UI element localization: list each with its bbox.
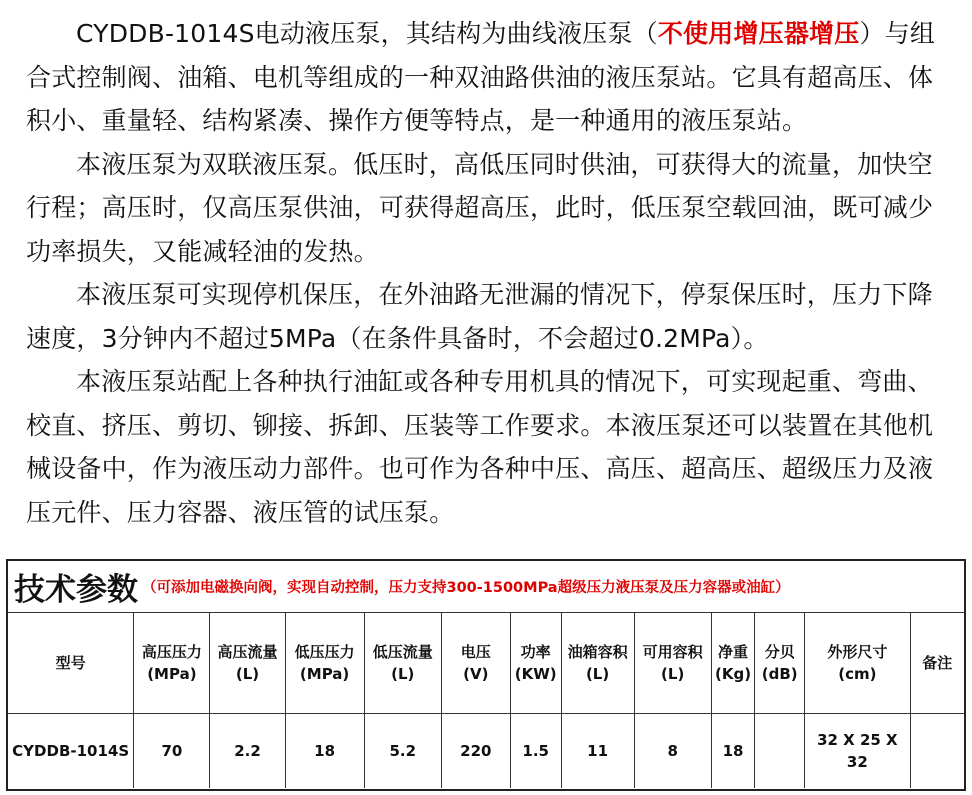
spec-table-panel xyxy=(6,559,966,791)
header-cell-voltage: 电压 (V) xyxy=(441,613,510,714)
cell-tank-volume: 11 xyxy=(561,714,634,789)
table-row xyxy=(8,714,964,789)
header-cell-low-flow: 低压流量 (L) xyxy=(364,613,441,714)
highlight-text: 不使用增压器增压 xyxy=(657,19,860,48)
cell-decibel xyxy=(755,714,805,789)
spec-title: 技术参数 xyxy=(14,572,138,608)
spec-header-row xyxy=(8,613,964,714)
header-cell-power: 功率 (KW) xyxy=(510,613,561,714)
description-paragraph-3: 本液压泵可实现停机保压，在外油路无泄漏的情况下，停泵保压时，压力下降速度，3分钟内不超过5MPa（在条件具备时，不会超过0.2MPa）。 xyxy=(26,280,933,353)
header-cell-high-flow: 高压流量 (L) xyxy=(210,613,285,714)
description-paragraph-1 xyxy=(26,12,952,143)
description-text-a: CYDDB-1014S电动液压泵，其结构为曲线液压泵（ xyxy=(76,19,658,48)
cell-power: 1.5 xyxy=(510,714,561,789)
header-cell-high-pressure: 高压压力 (MPa) xyxy=(134,613,210,714)
cell-remarks xyxy=(910,714,964,789)
spec-note: （可添加电磁换向阀，实现自动控制，压力支持300-1500MPa超级压力液压泵及压力容器或油缸） xyxy=(142,580,790,596)
cell-high-pressure: 70 xyxy=(134,714,210,789)
spec-table xyxy=(8,613,964,788)
header-cell-model: 型号 xyxy=(8,613,134,714)
header-cell-remarks: 备注 xyxy=(910,613,964,714)
cell-low-flow: 5.2 xyxy=(364,714,441,789)
cell-voltage: 220 xyxy=(441,714,510,789)
cell-model: CYDDB-1014S xyxy=(8,714,134,789)
header-cell-decibel: 分贝 (dB) xyxy=(755,613,805,714)
cell-low-pressure: 18 xyxy=(285,714,364,789)
product-description xyxy=(26,12,952,534)
header-cell-tank-volume: 油箱容积 (L) xyxy=(561,613,634,714)
cell-dimensions: 32 X 25 X 32 xyxy=(805,714,911,789)
description-text-b: ）与组合式控制阀、油箱、电机等组成的一种双油路供油的液压泵站。它具有超高压、体积小、重量轻、结构紧凑、操作方便等特点，是一种通用的液压泵站。 xyxy=(26,19,936,135)
cell-usable-volume: 8 xyxy=(634,714,711,789)
description-paragraph-2: 本液压泵为双联液压泵。低压时，高低压同时供油，可获得大的流量，加快空行程；高压时，仅高压泵供油，可获得超高压，此时，低压泵空载回油，既可减少功率损失，又能减轻油的发热。 xyxy=(26,149,934,266)
spec-title-bar xyxy=(8,561,964,613)
cell-net-weight: 18 xyxy=(711,714,755,789)
header-cell-dimensions: 外形尺寸 (cm) xyxy=(805,613,911,714)
cell-high-flow: 2.2 xyxy=(210,714,285,789)
header-cell-usable-volume: 可用容积 (L) xyxy=(634,613,711,714)
header-cell-net-weight: 净重 (Kg) xyxy=(711,613,755,714)
description-paragraph-4: 本液压泵站配上各种执行油缸或各种专用机具的情况下，可实现起重、弯曲、校直、挤压、剪切、铆接、拆卸、压装等工作要求。本液压泵还可以装置在其他机械设备中，作为液压动力部件。也可作为各种中压、高压、超高压、超级压力及液压元件、压力容器、液压管的试压泵。 xyxy=(26,367,934,527)
header-cell-low-pressure: 低压压力 (MPa) xyxy=(285,613,364,714)
